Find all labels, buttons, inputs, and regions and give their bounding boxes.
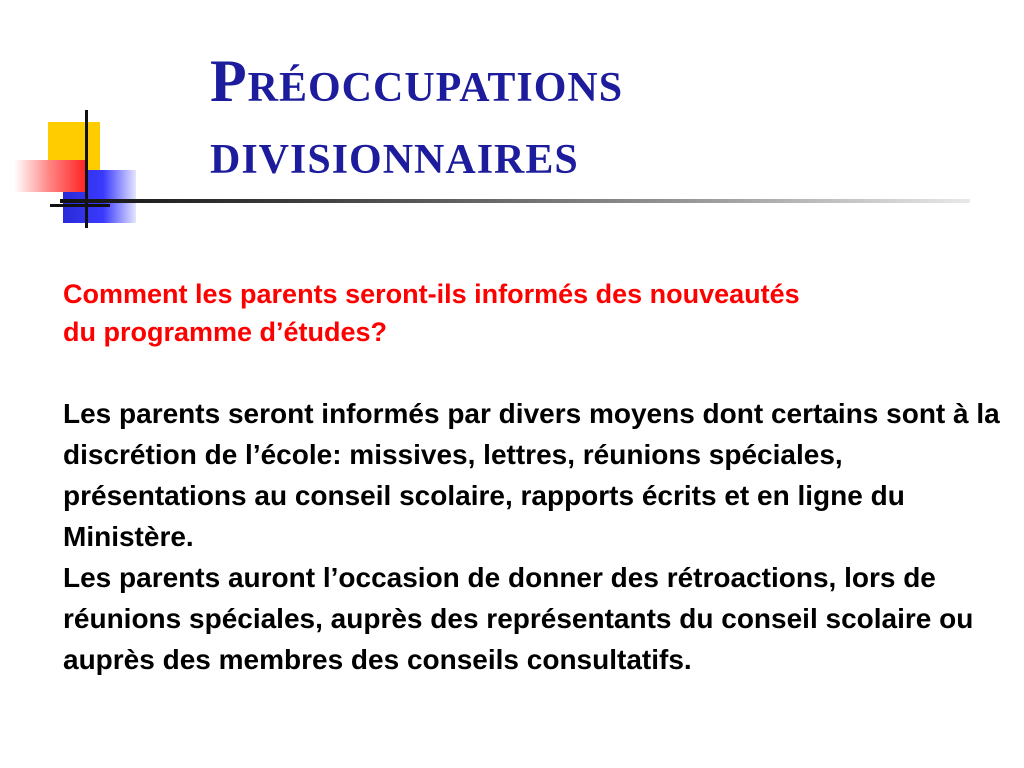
short-rule [50,204,110,207]
slide-title: Préoccupations divisionnaires [210,48,624,186]
red-bar [14,160,88,192]
vertical-rule [85,110,88,228]
answer-paragraph-1: Les parents seront informés par divers moyens dont certains sont à la discrétion de l’école: missives, lettres, réunions spéciales, présentations au conseil scolaire, rapports écrits et en ligne du Ministère. [63,398,1000,552]
slide-body [63,275,1003,680]
title-underline [60,199,970,203]
answer-paragraph-2: Les parents auront l’occasion de donner des rétroactions, lors de réunions spéciales, auprès des représentants du conseil scolaire ou auprès des membres des conseils consultatifs. [63,562,974,675]
decorative-logo [0,0,160,240]
question-text: Comment les parents seront-ils informés des nouveautés du programme d’études? [63,279,800,347]
